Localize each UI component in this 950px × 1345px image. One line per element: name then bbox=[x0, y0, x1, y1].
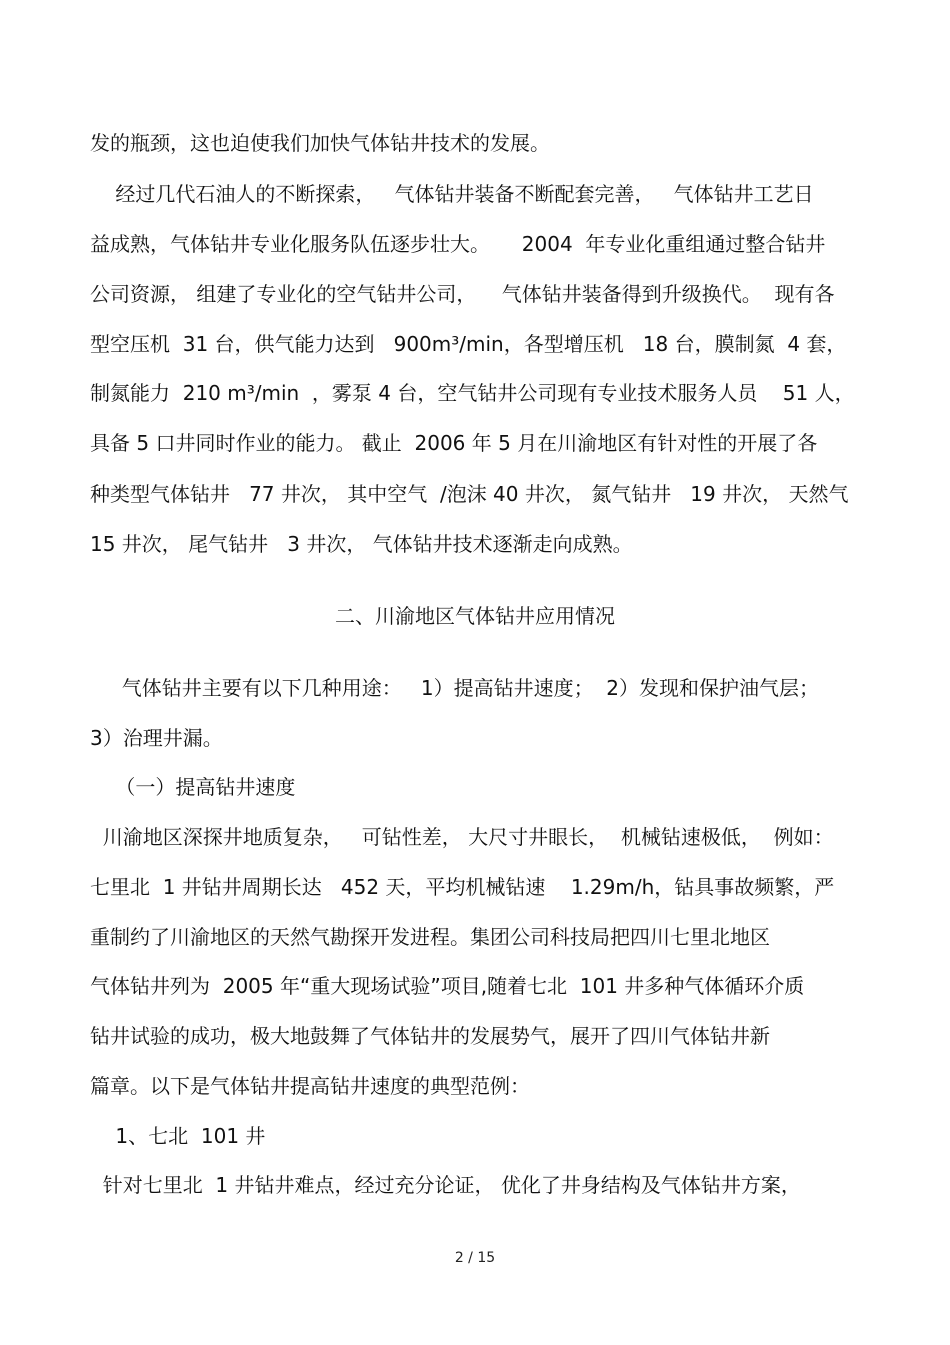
text-line: 川渝地区深探井地质复杂， 可钻性差， 大尺寸井眼长， 机械钻速极低， 例如： bbox=[90, 825, 834, 849]
text-line: 公司资源， 组建了专业化的空气钻井公司， 气体钻井装备得到升级换代。 现有各 bbox=[90, 282, 835, 306]
list-item: 1、七北 101 井 bbox=[90, 1124, 266, 1148]
text-line: 具备 5 口井同时作业的能力。 截止 2006 年 5 月在川渝地区有针对性的开展了各 bbox=[90, 431, 818, 455]
text-line: 气体钻井列为 2005 年“重大现场试验”项目,随着七北 101 井多种气体循环介质 bbox=[90, 974, 805, 998]
section-heading: 二、川渝地区气体钻井应用情况 bbox=[335, 604, 615, 628]
text-line: 钻井试验的成功，极大地鼓舞了气体钻井的发展势气，展开了四川气体钻井新 bbox=[90, 1024, 770, 1048]
text-line: 型空压机 31 台，供气能力达到 900m³/min，各型增压机 18 台，膜制氮 4 套， bbox=[90, 332, 847, 356]
text-line: 经过几代石油人的不断探索， 气体钻井装备不断配套完善， 气体钻井工艺日 bbox=[90, 182, 814, 206]
text-line: 益成熟，气体钻井专业化服务队伍逐步壮大。 2004 年专业化重组通过整合钻井 bbox=[90, 232, 826, 256]
text-line: 3）治理井漏。 bbox=[90, 726, 223, 750]
text-line: 种类型气体钻井 77 井次， 其中空气 /泡沫 40 井次， 氮气钻井 19 井次， 天然气 bbox=[90, 482, 849, 506]
text-line: 15 井次， 尾气钻井 3 井次， 气体钻井技术逐渐走向成熟。 bbox=[90, 532, 633, 556]
text-line: 针对七里北 1 井钻井难点，经过充分论证， 优化了井身结构及气体钻井方案， bbox=[90, 1173, 801, 1197]
text-line: 篇章。以下是气体钻井提高钻井速度的典型范例： bbox=[90, 1074, 530, 1098]
text-line: 气体钻井主要有以下几种用途： 1）提高钻井速度； 2）发现和保护油气层； bbox=[90, 676, 820, 700]
text-line: 七里北 1 井钻井周期长达 452 天，平均机械钻速 1.29m/h，钻具事故频繁，严 bbox=[90, 875, 835, 899]
text-line: 制氮能力 210 m³/min ，雾泵 4 台，空气钻井公司现有专业技术服务人员 51 人， bbox=[90, 381, 855, 405]
text-line: 发的瓶颈，这也迫使我们加快气体钻井技术的发展。 bbox=[90, 131, 550, 155]
page-number: 2 / 15 bbox=[454, 1250, 496, 1266]
sub-heading: （一）提高钻井速度 bbox=[90, 775, 296, 799]
text-line: 重制约了川渝地区的天然气勘探开发进程。集团公司科技局把四川七里北地区 bbox=[90, 925, 770, 949]
